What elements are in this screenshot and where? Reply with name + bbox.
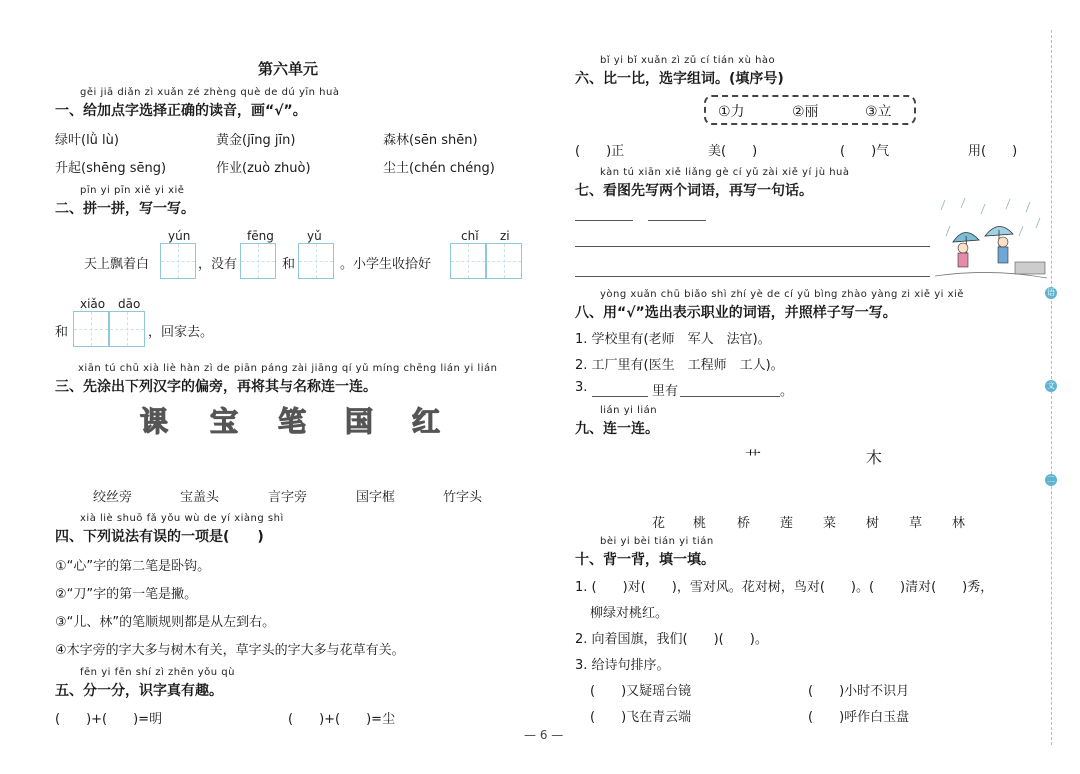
s1-item-4[interactable]: 升起(shēng sēng) [55, 161, 167, 176]
s6-pinyin: bǐ yi bǐ xuǎn zì zǔ cí tián xù hào [600, 55, 776, 66]
s1-item-2[interactable]: 黄金(jīng jīn) [216, 133, 296, 148]
s10-pinyin: bèi yi bèi tián yi tián [600, 536, 714, 547]
poem-line-2[interactable]: ( )小时不识月 [808, 684, 910, 699]
s8-item-1[interactable]: 1. 学校里有(老师 军人 法官)。 [575, 332, 771, 347]
s3-title: 三、先涂出下列汉字的偏旁，再将其与名称连一连。 [55, 379, 377, 395]
hollow-char-ke[interactable]: 课 [140, 405, 171, 438]
s8-item-3-blank-2[interactable] [680, 396, 780, 397]
py-zi: zi [500, 229, 510, 243]
margin-tab-3: 二 [1047, 475, 1055, 484]
s6-blank-4[interactable]: 用( ) [968, 144, 1018, 159]
write-box-chi[interactable] [450, 243, 486, 279]
s1-item-6[interactable]: 尘土(chén chéng) [383, 161, 495, 176]
s9-title: 九、连一连。 [575, 421, 659, 437]
write-box-yu[interactable] [298, 243, 334, 279]
s8-item-3-mid: 里有 [652, 384, 679, 399]
write-box-yun-1[interactable] [160, 243, 196, 279]
s6-blank-3[interactable]: ( )气 [840, 144, 890, 159]
choice-1: ①力 [718, 104, 745, 120]
margin-tab-2: 文 [1047, 381, 1055, 390]
s4-option-3: ③“儿、林”的笔顺规则都是从左到右。 [55, 615, 276, 630]
py-feng: fēng [247, 229, 274, 243]
s10-line-1b: 柳绿对桃红。 [590, 606, 669, 621]
s7-pinyin: kàn tú xiān xiě liǎng gè cí yǔ zài xiě yí jù huà [600, 167, 850, 178]
s10-line-2[interactable]: 2. 向着国旗，我们( )( )。 [575, 632, 768, 647]
s7-sentence-line-1[interactable] [575, 246, 930, 247]
s6-title: 六、比一比，选字组词。(填序号) [575, 71, 784, 87]
s9-pinyin: lián yi lián [600, 405, 658, 416]
write-box-zi[interactable] [486, 243, 522, 279]
poem-line-1[interactable]: ( )又疑瑶台镜 [590, 684, 692, 699]
py-dao: dāo [118, 297, 141, 311]
s2-text-4: 。小学生收拾好 [340, 257, 432, 272]
s8-pinyin: yòng xuǎn chū biǎo shì zhí yè de cí yǔ bìng zhào yàng zi xiě yi xiě [600, 289, 964, 300]
radical-name-1[interactable]: 绞丝旁 [93, 490, 133, 505]
py-yun: yún [168, 229, 191, 243]
s4-pinyin: xià liè shuō fǎ yǒu wù de yí xiàng shì [80, 513, 284, 524]
hollow-char-hong[interactable]: 红 [412, 405, 443, 438]
radical-name-3[interactable]: 言字旁 [268, 490, 308, 505]
rain-umbrella-illustration [935, 196, 1047, 284]
s2-text-5: 和 [55, 325, 69, 340]
s5-pinyin: fēn yi fēn shí zì zhēn yǒu qù [80, 667, 235, 678]
s9-word-4[interactable]: 莲 [780, 516, 794, 531]
s7-sentence-line-2[interactable] [575, 276, 930, 277]
s2-text-1: 天上飘着白 [84, 257, 150, 272]
s5-equation-1[interactable]: ( )+( )=明 [55, 712, 163, 727]
s2-text-2: ，没有 [198, 257, 238, 272]
s9-word-1[interactable]: 花 [652, 516, 666, 531]
s10-line-3: 3. 给诗句排序。 [575, 658, 670, 673]
radical-name-5[interactable]: 竹字头 [443, 490, 483, 505]
s7-title: 七、看图先写两个词语，再写一句话。 [575, 183, 813, 199]
margin-tab-1: 语 [1047, 288, 1055, 297]
s9-word-8[interactable]: 林 [952, 516, 966, 531]
s9-top-cao[interactable]: 艹 [745, 448, 762, 467]
hollow-char-guo[interactable]: 国 [345, 405, 376, 438]
s9-word-6[interactable]: 树 [866, 516, 880, 531]
s1-item-5[interactable]: 作业(zuò zhuò) [216, 161, 311, 176]
s9-word-3[interactable]: 桥 [737, 516, 751, 531]
s4-option-4: ④木字旁的字大多与树木有关，草字头的字大多与花草有关。 [55, 643, 405, 658]
s9-word-7[interactable]: 草 [909, 516, 923, 531]
poem-line-4[interactable]: ( )呼作白玉盘 [808, 710, 910, 725]
s1-title: 一、给加点字选择正确的读音，画“√”。 [55, 103, 307, 119]
s7-word-line-1[interactable] [575, 220, 633, 221]
s8-item-3-end: 。 [780, 384, 794, 399]
s1-item-1[interactable]: 绿叶(lǜ lù) [55, 133, 119, 148]
write-box-feng[interactable] [240, 243, 276, 279]
s8-title: 八、用“√”选出表示职业的词语，并照样子写一写。 [575, 305, 897, 321]
s9-word-2[interactable]: 桃 [693, 516, 707, 531]
s10-line-1[interactable]: 1. ( )对( )，雪对风。花对树，鸟对( )。( )清对( )秀， [575, 580, 994, 595]
s2-text-3: 和 [282, 257, 296, 272]
s2-pinyin: pīn yi pīn xiě yi xiě [80, 185, 185, 196]
radical-name-2[interactable]: 宝盖头 [180, 490, 220, 505]
hollow-char-bi[interactable]: 笔 [278, 405, 309, 438]
s1-item-3[interactable]: 森林(sēn shēn) [383, 133, 478, 148]
write-box-xiao[interactable] [73, 311, 109, 347]
s2-text-6: ，回家去。 [148, 325, 214, 340]
choice-3: ③立 [865, 104, 892, 120]
s9-word-5[interactable]: 菜 [823, 516, 837, 531]
s3-pinyin: xiān tú chū xià liè hàn zì de piān páng zài jiāng qí yǔ míng chēng lián yi lián [78, 363, 498, 374]
hollow-char-bao[interactable]: 宝 [210, 405, 241, 438]
s4-option-1: ①“心”字的第二笔是卧钩。 [55, 559, 211, 574]
s4-title: 四、下列说法有误的一项是( ) [55, 529, 264, 545]
page-number: — 6 — [524, 728, 564, 742]
s6-blank-1[interactable]: ( )正 [575, 144, 625, 159]
s2-title: 二、拼一拼，写一写。 [55, 201, 195, 217]
s9-top-mu[interactable]: 木 [866, 448, 883, 467]
s8-item-2[interactable]: 2. 工厂里有(医生 工程师 工人)。 [575, 358, 784, 373]
py-chi: chǐ [461, 229, 479, 243]
write-box-dao[interactable] [109, 311, 145, 347]
choice-2: ②丽 [792, 104, 819, 120]
s8-item-3-blank-1[interactable] [592, 396, 648, 397]
s7-word-line-2[interactable] [648, 220, 706, 221]
unit-title: 第六单元 [258, 60, 319, 78]
s6-blank-2[interactable]: 美( ) [708, 144, 758, 159]
py-yu: yǔ [307, 229, 322, 243]
s5-title: 五、分一分，识字真有趣。 [55, 683, 223, 699]
s1-pinyin: gěi jiā diǎn zì xuǎn zé zhèng què de dú yīn huà [80, 87, 340, 98]
s8-item-3-label: 3. [575, 380, 588, 395]
radical-name-4[interactable]: 国字框 [356, 490, 396, 505]
py-xiao: xiǎo [80, 297, 106, 311]
poem-line-3[interactable]: ( )飞在青云端 [590, 710, 692, 725]
s5-equation-2[interactable]: ( )+( )=尘 [288, 712, 396, 727]
s4-option-2: ②“刀”字的第一笔是撇。 [55, 587, 198, 602]
s10-title: 十、背一背，填一填。 [575, 552, 715, 568]
